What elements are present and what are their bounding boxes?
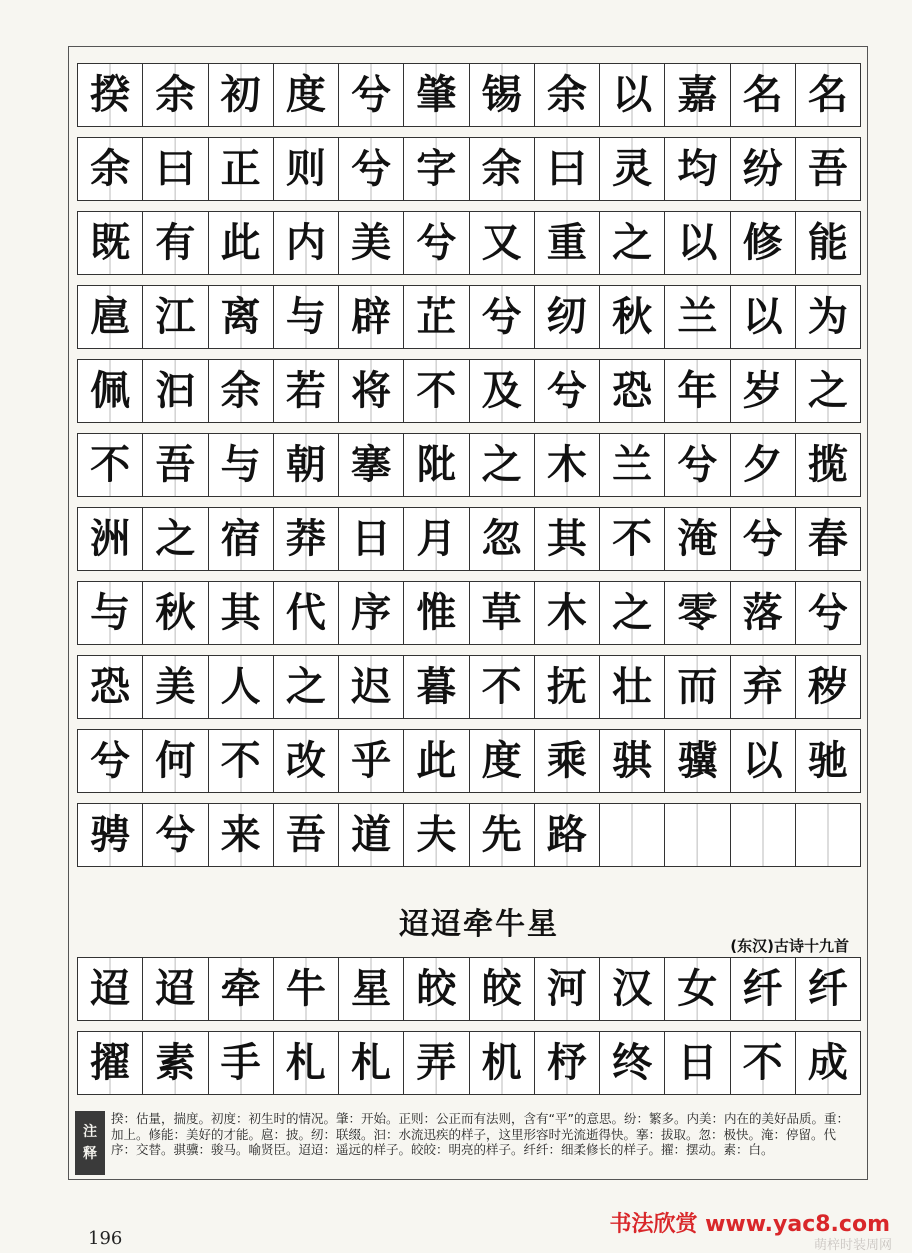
grid-cell: 惟	[404, 582, 469, 644]
grid-cell: 人	[209, 656, 274, 718]
grid-cell: 将	[339, 360, 404, 422]
grid-cell: 兮	[143, 804, 208, 866]
grid-cell: 代	[274, 582, 339, 644]
grid-cell: 辟	[339, 286, 404, 348]
grid-cell: 成	[796, 1032, 861, 1094]
watermark-sub: 萌梓时装周网	[813, 1238, 892, 1253]
grid-cell: 皎	[404, 958, 469, 1020]
grid-cell: 曰	[535, 138, 600, 200]
grid-cell: 其	[209, 582, 274, 644]
grid-cell: 之	[600, 582, 665, 644]
grid-cell: 兮	[665, 434, 730, 496]
grid-cell: 余	[470, 138, 535, 200]
grid-cell: 以	[665, 212, 730, 274]
grid-cell: 而	[665, 656, 730, 718]
grid-cell: 纷	[731, 138, 796, 200]
grid-cell: 手	[209, 1032, 274, 1094]
grid-cell: 与	[78, 582, 143, 644]
grid-cell: 以	[600, 64, 665, 126]
notes-text: 揆：估量，揣度。初度：初生时的情况。肇：开始。正则：公正而有法则，含有“平”的意思。纷：繁多。内美：内在的美好品质。重：加上。修能：美好的才能。扈：披。纫：联缀。汩：水流迅疾的样子，这里形容时光流逝得快。搴：拔取。忽：极快。淹：停留。代序：交替。骐骥：骏马。喻贤臣。迢迢：遥远的样子。皎皎：明亮的样子。纤纤：细柔修长的样子。擢：摆动。素：白。	[111, 1111, 849, 1157]
grid-cell: 揆	[78, 64, 143, 126]
grid-cell: 之	[470, 434, 535, 496]
grid-cell: 兮	[535, 360, 600, 422]
grid-cell: 壮	[600, 656, 665, 718]
grid-cell: 序	[339, 582, 404, 644]
grid-cell: 素	[143, 1032, 208, 1094]
grid-cell: 秋	[600, 286, 665, 348]
grid-cell: 莽	[274, 508, 339, 570]
grid-cell: 兮	[731, 508, 796, 570]
grid-cell: 年	[665, 360, 730, 422]
grid-row	[77, 581, 861, 645]
poem-title: 迢迢牵牛星	[399, 907, 559, 942]
grid-cell: 路	[535, 804, 600, 866]
copybook-grid-main	[77, 63, 861, 877]
grid-row	[77, 359, 861, 423]
grid-cell: 春	[796, 508, 861, 570]
grid-cell: 以	[731, 286, 796, 348]
grid-cell: 肇	[404, 64, 469, 126]
grid-cell: 之	[143, 508, 208, 570]
grid-row	[77, 507, 861, 571]
grid-cell: 又	[470, 212, 535, 274]
grid-cell: 与	[274, 286, 339, 348]
grid-cell: 美	[339, 212, 404, 274]
grid-cell: 吾	[796, 138, 861, 200]
grid-cell: 迟	[339, 656, 404, 718]
poem-author: (东汉)古诗十九首	[730, 937, 849, 955]
grid-cell: 名	[796, 64, 861, 126]
grid-cell: 星	[339, 958, 404, 1020]
grid-row	[77, 1031, 861, 1095]
grid-cell: 札	[274, 1032, 339, 1094]
grid-cell: 兮	[339, 138, 404, 200]
grid-cell: 秋	[143, 582, 208, 644]
grid-cell: 札	[339, 1032, 404, 1094]
grid-cell: 芷	[404, 286, 469, 348]
grid-cell: 来	[209, 804, 274, 866]
grid-cell: 及	[470, 360, 535, 422]
grid-cell: 擢	[78, 1032, 143, 1094]
grid-cell: 皎	[470, 958, 535, 1020]
page-frame	[68, 46, 868, 1180]
grid-cell: 江	[143, 286, 208, 348]
grid-cell: 初	[209, 64, 274, 126]
grid-cell: 乎	[339, 730, 404, 792]
grid-cell: 零	[665, 582, 730, 644]
notes-label-char: 释	[83, 1146, 97, 1162]
grid-cell: 牵	[209, 958, 274, 1020]
page-number: 196	[88, 1228, 123, 1249]
grid-cell: 何	[143, 730, 208, 792]
grid-cell: 余	[78, 138, 143, 200]
grid-cell: 夕	[731, 434, 796, 496]
grid-cell: 扈	[78, 286, 143, 348]
grid-cell: 字	[404, 138, 469, 200]
grid-cell: 驰	[796, 730, 861, 792]
grid-cell: 其	[535, 508, 600, 570]
grid-cell: 揽	[796, 434, 861, 496]
grid-cell: 兮	[404, 212, 469, 274]
grid-row	[77, 957, 861, 1021]
grid-cell: 若	[274, 360, 339, 422]
grid-cell: 重	[535, 212, 600, 274]
grid-cell: 能	[796, 212, 861, 274]
grid-cell: 有	[143, 212, 208, 274]
grid-cell	[600, 804, 665, 866]
grid-cell: 度	[274, 64, 339, 126]
grid-cell: 兮	[796, 582, 861, 644]
grid-cell: 内	[274, 212, 339, 274]
grid-cell: 汩	[143, 360, 208, 422]
grid-cell: 不	[731, 1032, 796, 1094]
grid-cell: 道	[339, 804, 404, 866]
grid-row	[77, 729, 861, 793]
grid-cell: 迢	[143, 958, 208, 1020]
grid-cell: 草	[470, 582, 535, 644]
grid-row	[77, 433, 861, 497]
grid-cell: 不	[470, 656, 535, 718]
grid-cell: 不	[600, 508, 665, 570]
grid-cell: 名	[731, 64, 796, 126]
grid-cell: 纫	[535, 286, 600, 348]
grid-cell: 余	[535, 64, 600, 126]
grid-cell: 秽	[796, 656, 861, 718]
grid-cell: 此	[404, 730, 469, 792]
grid-cell: 曰	[143, 138, 208, 200]
notes-label	[75, 1111, 105, 1175]
grid-cell: 宿	[209, 508, 274, 570]
grid-cell: 之	[600, 212, 665, 274]
watermark: 书法欣赏 www.yac8.com	[609, 1212, 890, 1237]
grid-row	[77, 285, 861, 349]
grid-cell: 迢	[78, 958, 143, 1020]
grid-cell: 吾	[143, 434, 208, 496]
grid-cell: 乘	[535, 730, 600, 792]
grid-cell: 离	[209, 286, 274, 348]
grid-cell: 兮	[470, 286, 535, 348]
grid-cell: 恐	[600, 360, 665, 422]
grid-cell: 机	[470, 1032, 535, 1094]
grid-cell: 不	[209, 730, 274, 792]
grid-cell: 杼	[535, 1032, 600, 1094]
grid-cell: 佩	[78, 360, 143, 422]
grid-cell: 兮	[339, 64, 404, 126]
grid-cell: 兰	[665, 286, 730, 348]
grid-cell: 忽	[470, 508, 535, 570]
grid-cell: 日	[665, 1032, 730, 1094]
grid-cell	[731, 804, 796, 866]
grid-cell: 纤	[731, 958, 796, 1020]
grid-cell: 月	[404, 508, 469, 570]
grid-cell: 终	[600, 1032, 665, 1094]
grid-row	[77, 63, 861, 127]
grid-cell: 抚	[535, 656, 600, 718]
grid-cell: 骥	[665, 730, 730, 792]
grid-cell: 度	[470, 730, 535, 792]
grid-cell: 兰	[600, 434, 665, 496]
grid-cell: 朝	[274, 434, 339, 496]
grid-cell: 既	[78, 212, 143, 274]
grid-row	[77, 137, 861, 201]
grid-cell: 吾	[274, 804, 339, 866]
copybook-grid-poem	[77, 957, 861, 1105]
grid-cell: 日	[339, 508, 404, 570]
grid-cell: 不	[78, 434, 143, 496]
grid-cell: 先	[470, 804, 535, 866]
grid-cell: 之	[274, 656, 339, 718]
grid-cell: 锡	[470, 64, 535, 126]
grid-cell: 阰	[404, 434, 469, 496]
grid-cell: 骐	[600, 730, 665, 792]
grid-cell: 纤	[796, 958, 861, 1020]
grid-cell: 余	[143, 64, 208, 126]
grid-cell: 木	[535, 434, 600, 496]
grid-cell: 此	[209, 212, 274, 274]
grid-cell: 木	[535, 582, 600, 644]
grid-cell: 淹	[665, 508, 730, 570]
grid-cell: 暮	[404, 656, 469, 718]
grid-cell: 弄	[404, 1032, 469, 1094]
grid-cell: 骋	[78, 804, 143, 866]
grid-cell: 夫	[404, 804, 469, 866]
grid-cell: 修	[731, 212, 796, 274]
notes-section	[75, 1111, 859, 1175]
grid-cell: 河	[535, 958, 600, 1020]
notes-label-char: 注	[83, 1123, 97, 1140]
grid-cell: 与	[209, 434, 274, 496]
grid-cell: 弃	[731, 656, 796, 718]
grid-cell	[665, 804, 730, 866]
grid-cell: 则	[274, 138, 339, 200]
grid-cell	[796, 804, 861, 866]
grid-cell: 汉	[600, 958, 665, 1020]
grid-cell: 不	[404, 360, 469, 422]
grid-cell: 美	[143, 656, 208, 718]
grid-cell: 恐	[78, 656, 143, 718]
grid-cell: 以	[731, 730, 796, 792]
grid-cell: 改	[274, 730, 339, 792]
grid-cell: 洲	[78, 508, 143, 570]
grid-cell: 岁	[731, 360, 796, 422]
grid-cell: 女	[665, 958, 730, 1020]
grid-cell: 牛	[274, 958, 339, 1020]
grid-cell: 为	[796, 286, 861, 348]
grid-cell: 正	[209, 138, 274, 200]
grid-cell: 之	[796, 360, 861, 422]
grid-row	[77, 211, 861, 275]
grid-cell: 均	[665, 138, 730, 200]
grid-cell: 嘉	[665, 64, 730, 126]
grid-cell: 余	[209, 360, 274, 422]
grid-cell: 灵	[600, 138, 665, 200]
grid-row	[77, 803, 861, 867]
grid-cell: 兮	[78, 730, 143, 792]
grid-cell: 搴	[339, 434, 404, 496]
grid-row	[77, 655, 861, 719]
grid-cell: 落	[731, 582, 796, 644]
